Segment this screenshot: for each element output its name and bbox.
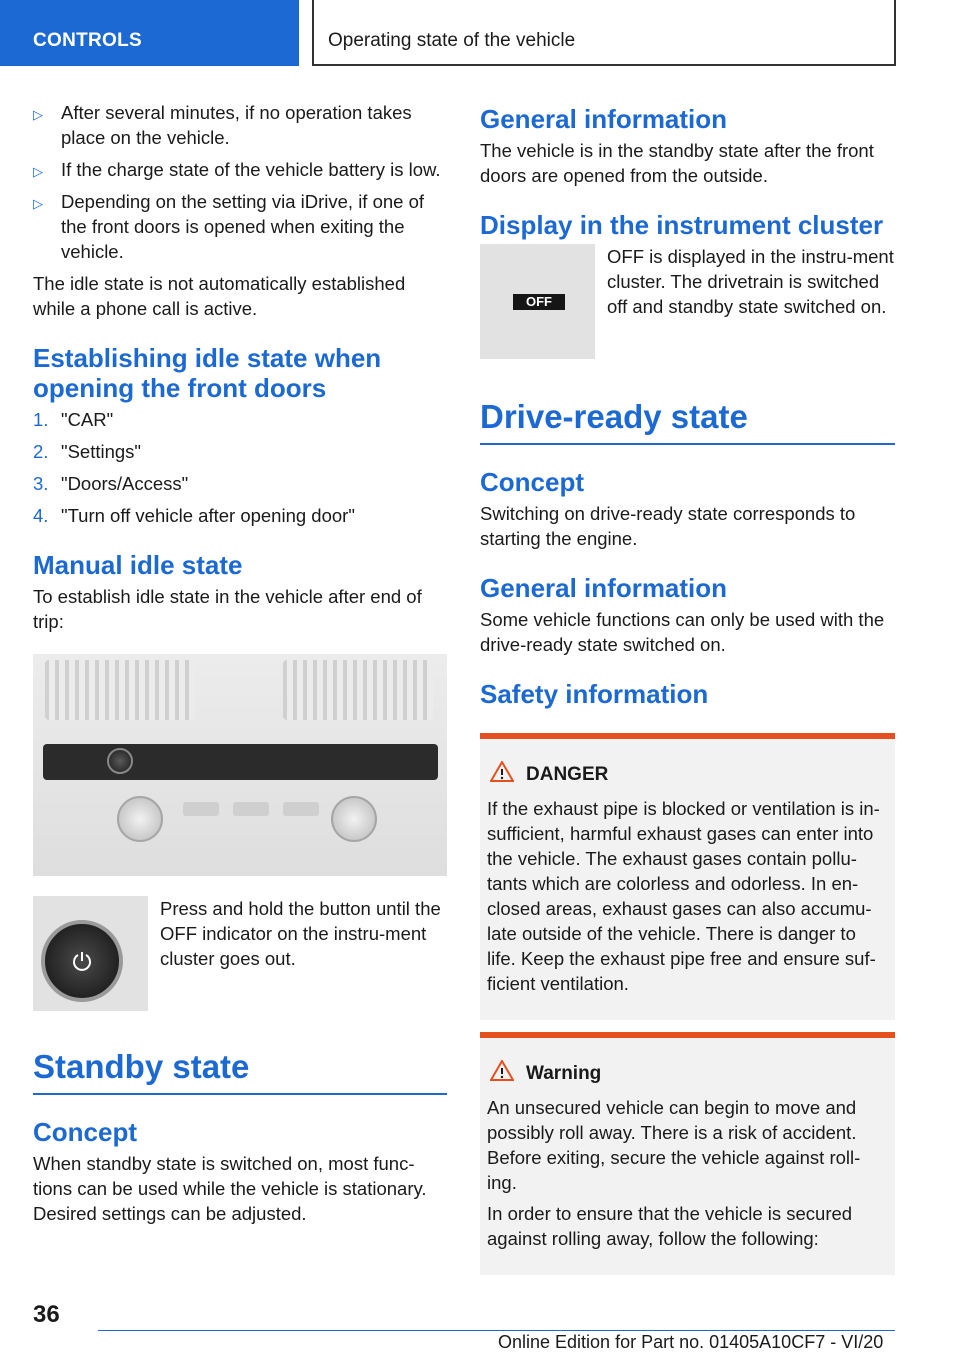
press-instruction [33, 896, 447, 1011]
footer-divider [98, 1330, 895, 1331]
edition-text: Online Edition for Part no. 01405A10CF7 - VI/20 [498, 1332, 884, 1352]
step-item: 2. "Settings" [33, 441, 141, 462]
warning-triangle-icon [490, 1060, 514, 1087]
display-text: OFF is displayed in the instru-ment cluster. The drivetrain is switched off and standby state switched on. [607, 246, 894, 317]
warning-triangle-icon [490, 761, 514, 788]
power-knob [41, 920, 123, 1002]
idle-note: The idle state is not automatically established while a phone call is active. [33, 273, 406, 319]
step-item: 3. "Doors/Access" [33, 473, 189, 494]
display-heading: Display in the instrument cluster [480, 210, 884, 240]
general2-heading: General information [480, 573, 728, 603]
press-text: Press and hold the button until the OFF indicator on the instru-ment cluster goes out. [160, 898, 441, 969]
list-item: ▷ Depending on the setting via iDrive, if one of the front doors is opened when exiting the vehicle. [33, 191, 425, 262]
triangle-bullet-icon: ▷ [33, 164, 43, 179]
list-item: ▷ If the charge state of the vehicle battery is low. [33, 157, 447, 182]
step-item: 4. "Turn off vehicle after opening door" [33, 505, 355, 526]
standby-concept-heading: Concept [33, 1117, 137, 1147]
climate-knob [117, 796, 163, 842]
danger-text: If the exhaust pipe is blocked or ventilation is in-sufficient, harmful exhaust gases can enter into the vehicle. The exhaust gases contain pollu-tants which are colorless and odorless. In en-closed areas, exhaust gases can also accumu-late outside of the vehicle. There is danger to life. Keep the exhaust pipe free and ensure suf-ficient ventilation. [487, 798, 880, 994]
idle-conditions-list [33, 100, 447, 264]
chapter-title: Operating state of the vehicle [312, 0, 896, 66]
audio-panel [43, 744, 438, 780]
steps-list [33, 407, 447, 528]
center-console-image [33, 654, 447, 876]
power-icon [71, 950, 93, 972]
warning-notice [480, 1032, 895, 1275]
power-knob-image [33, 896, 148, 1011]
manual-idle-heading: Manual idle state [33, 550, 243, 580]
off-indicator: OFF [513, 294, 565, 310]
display-info [480, 244, 895, 359]
section-tab: CONTROLS [0, 0, 299, 66]
right-column [480, 100, 895, 1275]
warning-text-2: In order to ensure that the vehicle is secured against rolling away, follow the following: [487, 1203, 853, 1249]
drive-concept-heading: Concept [480, 467, 584, 497]
standby-concept-text: When standby state is switched on, most func-tions can be used while the vehicle is stationary. Desired settings can be adjusted. [33, 1153, 427, 1224]
manual-idle-text: To establish idle state in the vehicle after end of trip: [33, 586, 422, 632]
drive-ready-heading: Drive-ready state [480, 397, 895, 445]
page-number: 36 [33, 1301, 60, 1328]
triangle-bullet-icon: ▷ [33, 107, 43, 122]
warning-text-1: An unsecured vehicle can begin to move and possibly roll away. There is a risk of accident. Before exiting, secure the vehicle against roll-ing. [487, 1097, 861, 1193]
air-vent [283, 660, 433, 720]
general-heading: General information [480, 104, 728, 134]
list-item: ▷ After several minutes, if no operation takes place on the vehicle. [33, 102, 412, 148]
climate-knob [331, 796, 377, 842]
page-header [0, 0, 960, 66]
instrument-cluster-image [480, 244, 595, 359]
climate-button [183, 802, 219, 816]
air-vent [45, 660, 195, 720]
power-button-icon [107, 748, 133, 774]
general2-text: Some vehicle functions can only be used with the drive-ready state switched on. [480, 609, 885, 655]
left-column [33, 100, 447, 1226]
general-text: The vehicle is in the standby state after the front doors are opened from the outside. [480, 140, 874, 186]
step-item: 1. "CAR" [33, 409, 114, 430]
safety-heading: Safety information [480, 679, 709, 709]
triangle-bullet-icon: ▷ [33, 196, 43, 211]
drive-concept-text: Switching on drive-ready state corresponds to starting the engine. [480, 503, 856, 549]
danger-notice [480, 733, 895, 1020]
danger-title: DANGER [487, 761, 887, 788]
warning-title: Warning [487, 1060, 887, 1087]
standby-heading: Standby state [33, 1047, 447, 1095]
climate-button [233, 802, 269, 816]
climate-button [283, 802, 319, 816]
establishing-heading: Establishing idle state when opening the front doors [33, 343, 382, 403]
